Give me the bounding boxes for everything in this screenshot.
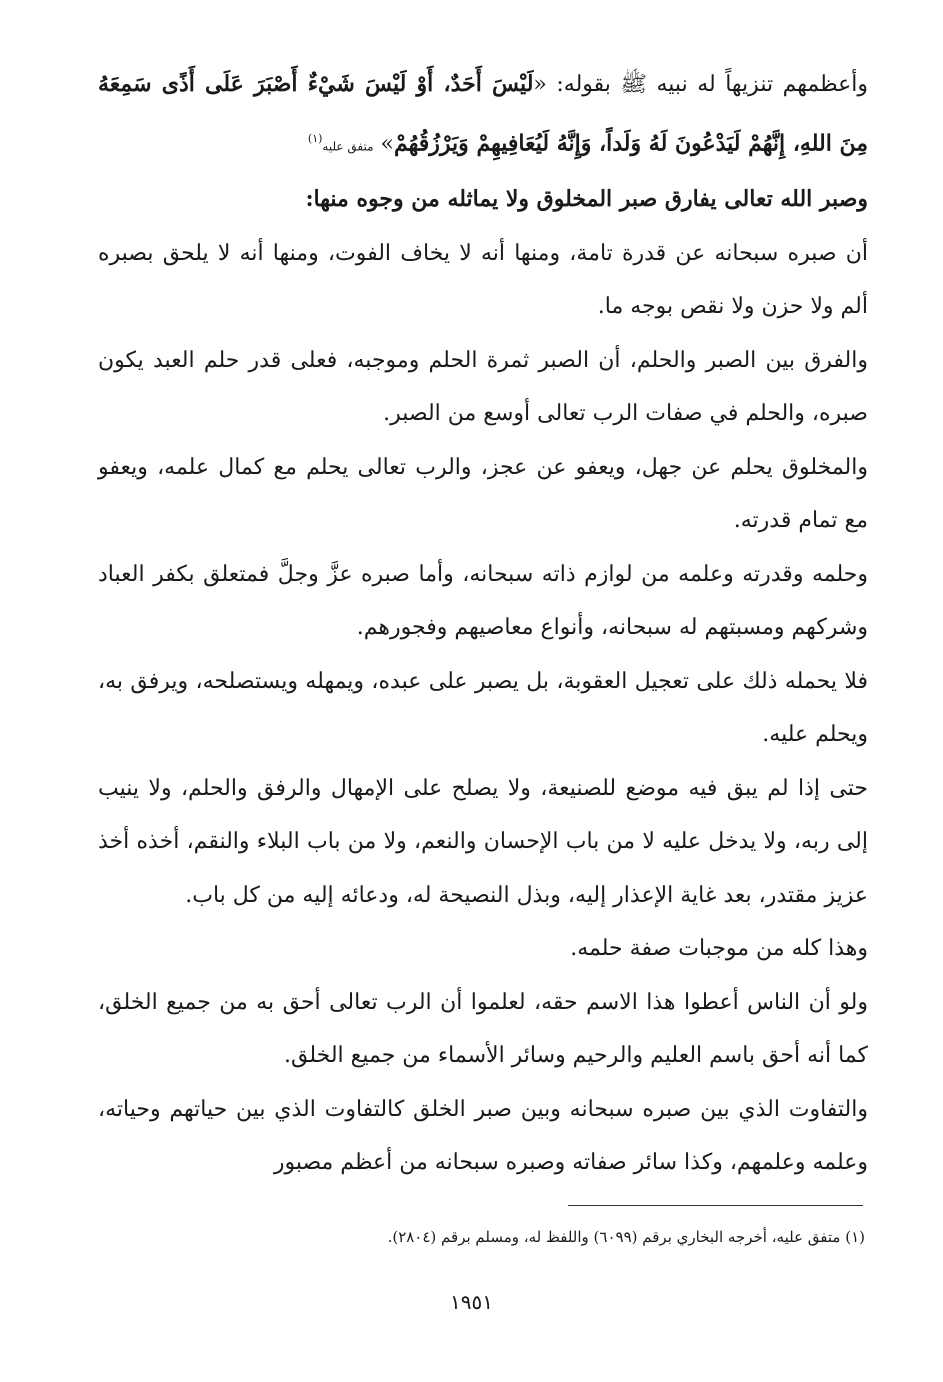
paragraph-lead: وأعظمهم تنزيهاً له نبيه ﷺ بقوله: «	[533, 72, 868, 97]
paragraph-hadith	[98, 58, 868, 173]
footnote-divider	[568, 1205, 863, 1206]
paragraph: أن صبره سبحانه عن قدرة تامة، ومنها أنه لا يخاف الفوت، ومنها أنه لا يلحق بصبره ألم ولا حزن ولا نقص بوجه ما.	[98, 240, 868, 320]
paragraph: حتى إذا لم يبق فيه موضع للصنيعة، ولا يصلح على الإمهال والرفق والحلم، ولا ينيب إلى ربه، ولا يدخل عليه لا من باب الإحسان والنعم، ولا من باب البلاء والنقم، أخذه أخذ عزيز مقتدر، بعد غاية الإعذار إليه، وبذل النصيحة له، ودعائه إليه من كل باب.	[98, 775, 868, 908]
paragraph: والتفاوت الذي بين صبره سبحانه وبين صبر الخلق كالتفاوت الذي بين حياتهم وحياته، وعلمه وعلمهم، وكذا سائر صفاته وصبره سبحانه من أعظم مصبور	[98, 1096, 868, 1176]
page-number: ١٩٥١	[450, 1290, 493, 1314]
hadith-reference: متفق عليه	[322, 138, 374, 153]
main-text	[98, 58, 868, 1190]
hadith-quote: لَيْسَ أَحَدٌ، أَوْ لَيْسَ شَيْءٌ أَصْبَرَ عَلَى أَذًى سَمِعَهُ مِنَ اللهِ، إِنَّهُمْ لَيَدْعُونَ لَهُ وَلَداً، وَإِنَّهُ لَيُعَافِيهِمْ وَيَرْزُقُهُمْ	[98, 71, 868, 156]
paragraph: ولو أن الناس أعطوا هذا الاسم حقه، لعلموا أن الرب تعالى أحق به من جميع الخلق، كما أنه أحق باسم العليم والرحيم وسائر الأسماء من جميع الخلق.	[98, 989, 868, 1069]
paragraph: والمخلوق يحلم عن جهل، ويعفو عن عجز، والرب تعالى يحلم مع كمال علمه، ويعفو مع تمام قدرته.	[98, 454, 868, 534]
footnote-marker: (١)	[307, 131, 323, 145]
quote-close: »	[373, 130, 394, 156]
paragraph: وهذا كله من موجبات صفة حلمه.	[570, 936, 868, 962]
paragraph: والفرق بين الصبر والحلم، أن الصبر ثمرة الحلم وموجبه، فعلى قدر حلم العبد يكون صبره، والحلم في صفات الرب تعالى أوسع من الصبر.	[98, 347, 868, 427]
paragraph: وحلمه وقدرته وعلمه من لوازم ذاته سبحانه، وأما صبره عزَّ وجلَّ فمتعلق بكفر العباد وشركهم ومسبتهم له سبحانه، وأنواع معاصيهم وفجورهم.	[98, 561, 868, 641]
footnote: (١) متفق عليه، أخرجه البخاري برقم (٦٠٩٩) واللفظ له، ومسلم برقم (٢٨٠٤).	[387, 1228, 865, 1246]
section-heading: وصبر الله تعالى يفارق صبر المخلوق ولا يماثله من وجوه منها:	[305, 186, 868, 213]
paragraph: فلا يحمله ذلك على تعجيل العقوبة، بل يصبر على عبده، ويمهله ويستصلحه، ويرفق به، ويحلم عليه.	[98, 668, 869, 748]
